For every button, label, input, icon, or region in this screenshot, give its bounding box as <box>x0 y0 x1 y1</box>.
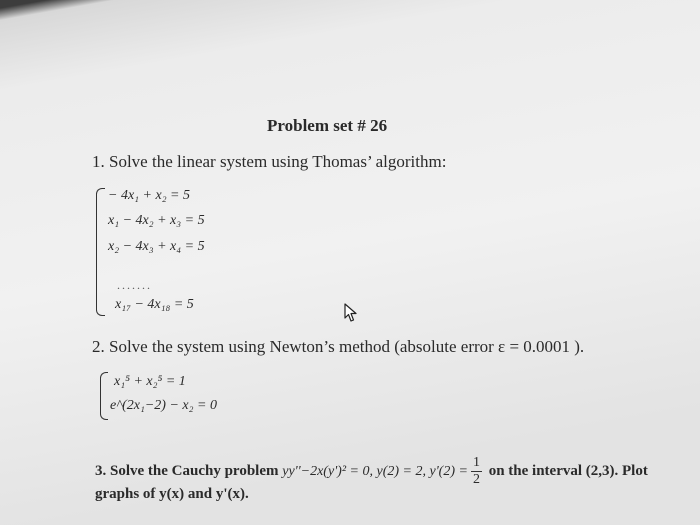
p3-fraction <box>471 455 482 488</box>
p1-equation-last: x₁₇ − 4x₁₈ = 5 <box>115 297 194 312</box>
system-brace-2 <box>100 372 108 420</box>
p2-equation-2: e^(2x₁−2) − x₂ = 0 <box>110 398 217 413</box>
system-brace-1 <box>96 188 105 316</box>
problem-3-line-1 <box>95 455 648 488</box>
p1-ellipsis: ....... <box>117 278 152 292</box>
p1-equation-2: x₁ − 4x₂ + x₃ = 5 <box>108 213 205 228</box>
p3-frac-den: 2 <box>472 472 480 487</box>
page-title: Problem set # 26 <box>267 116 388 135</box>
mouse-pointer-icon <box>344 303 358 323</box>
p1-equation-3: x₂ − 4x₃ + x₄ = 5 <box>108 239 205 254</box>
p3-equation: yy''−2x(y')² = 0, y(2) = 2, y'(2) = <box>282 463 468 479</box>
p3-frac-num: 1 <box>472 455 480 470</box>
p3-suffix: on the interval (2,3). Plot <box>488 462 648 479</box>
p2-equation-1: x₁⁵ + x₂⁵ = 1 <box>114 374 186 389</box>
problem-2-statement: 2. Solve the system using Newton’s method (absolute error ε = 0.0001 ). <box>92 337 585 356</box>
p3-prefix: 3. Solve the Cauchy problem <box>95 462 279 479</box>
p1-equation-1: − 4x₁ + x₂ = 5 <box>108 188 191 203</box>
problem-1-statement: 1. Solve the linear system using Thomas’ algorithm: <box>92 152 447 171</box>
problem-3-line-2: graphs of y(x) and y'(x). <box>95 486 249 502</box>
